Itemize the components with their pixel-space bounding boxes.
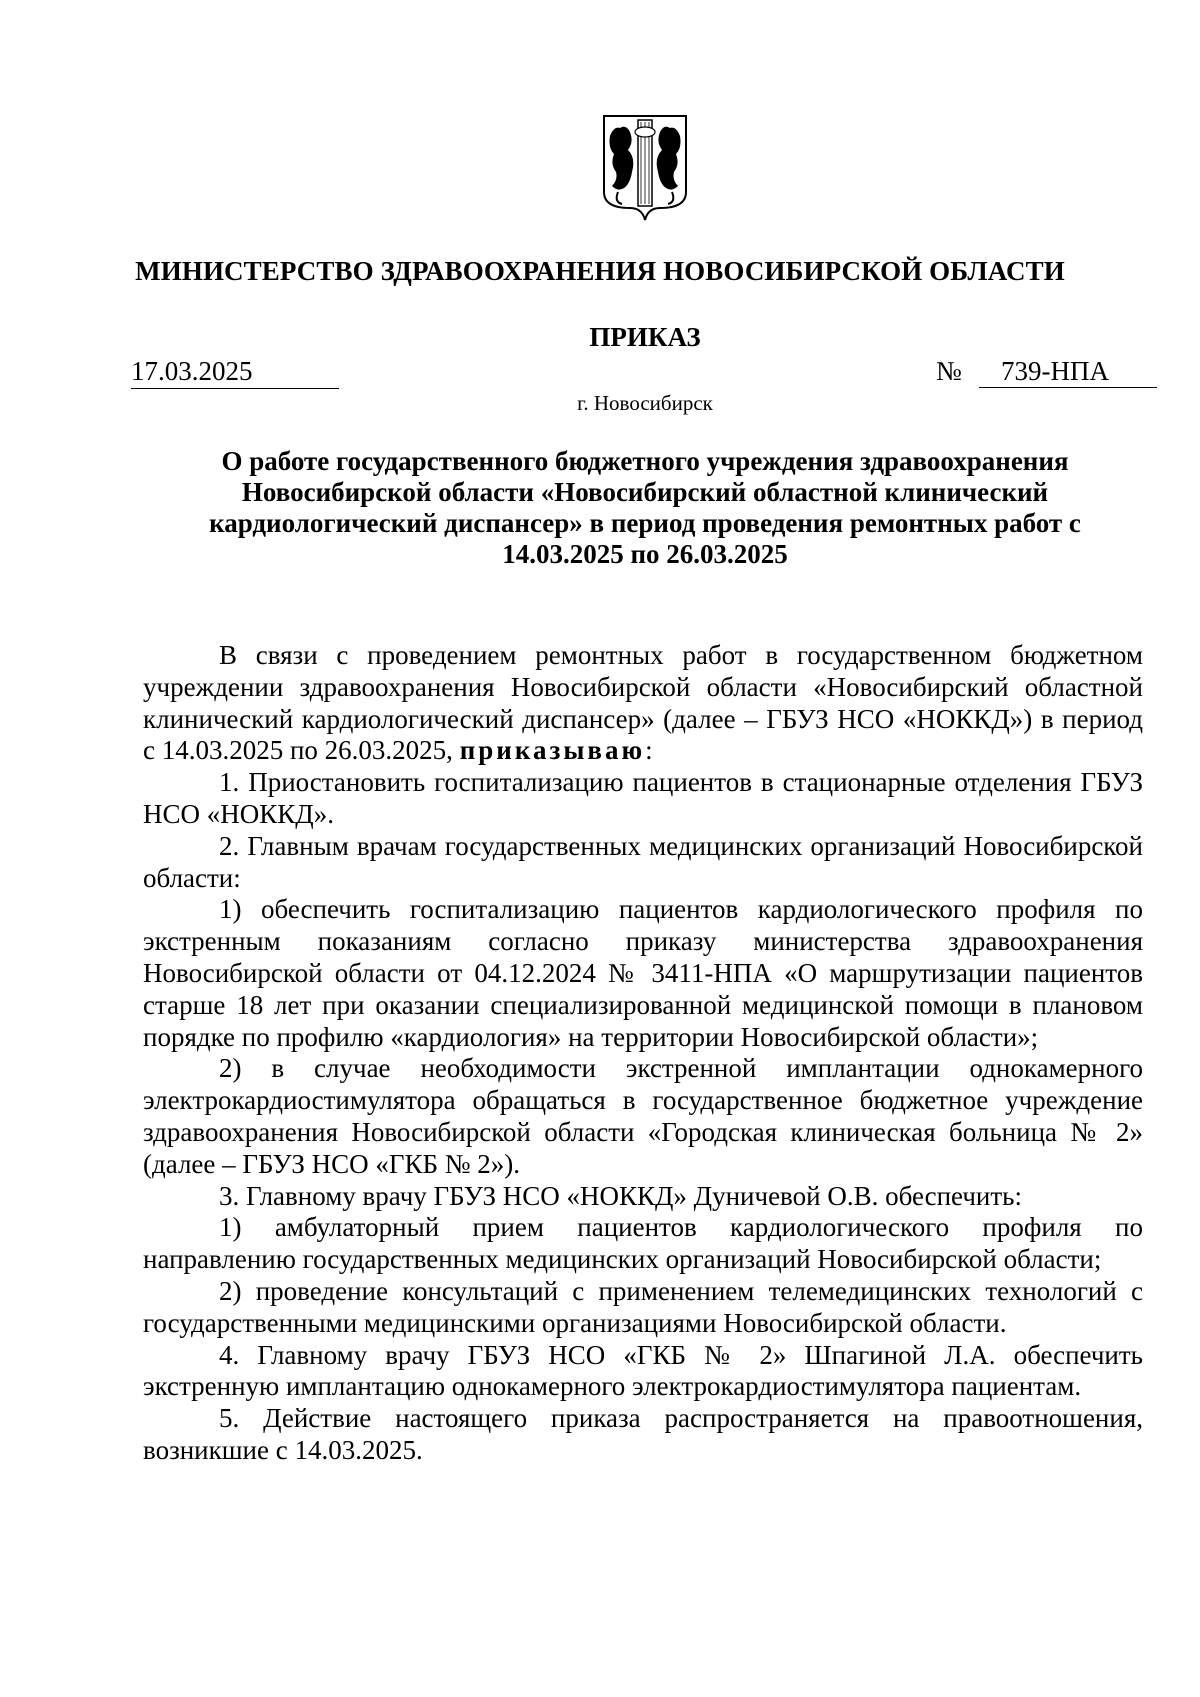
- item-1: 1. Приостановить госпитализацию пациентов в стационарные отделения ГБУЗ НСО «НОККД».: [143, 767, 1143, 829]
- intro-end: :: [645, 735, 653, 766]
- intro-text: В связи с проведением ремонтных работ в государственном бюджетном учреждении здравоохранения Новосибирской области «Новосибирский областной клинический кардиологический диспансер» (далее – ГБУЗ НСО «НОККД») в период с 14.03.2025 по 26.03.2025,: [143, 640, 1143, 766]
- number-sign: №: [936, 356, 962, 386]
- document-date: 17.03.2025: [131, 354, 339, 389]
- order-word: приказываю: [459, 735, 646, 766]
- item-2-2: 2) в случае необходимости экстренной имплантации однокамерного электрокардиостимулятора обращаться в государственное бюджетное учреждение здравоохранения Новосибирской области «Городская клиническая больница № 2» (далее – ГБУЗ НСО «ГКБ № 2»).: [143, 1053, 1143, 1179]
- city: г. Новосибирск: [577, 391, 713, 415]
- intro-paragraph: [143, 640, 1143, 767]
- item-2-1: 1) обеспечить госпитализацию пациентов кардиологического профиля по экстренным показаниям согласно приказу министерства здравоохранения Новосибирской области от 04.12.2024 № 3411-НПА «О маршрутизации пациентов старше 18 лет при оказании специализированной медицинской помощи в плановом порядке по профилю «кардиология» на территории Новосибирской области»;: [143, 894, 1143, 1052]
- item-3: 3. Главному врачу ГБУЗ НСО «НОККД» Дуничевой О.В. обеспечить:: [219, 1180, 1022, 1211]
- document-body: [143, 640, 1143, 1467]
- item-5: 5. Действие настоящего приказа распространяется на правоотношения, возникшие с 14.03.2025.: [143, 1403, 1143, 1465]
- document-number: 739-НПА: [979, 354, 1157, 388]
- document-type: ПРИКАЗ: [589, 322, 701, 352]
- item-2: 2. Главным врачам государственных медицинских организаций Новосибирской области:: [143, 830, 1143, 893]
- item-3-1: 1) амбулаторный прием пациентов кардиологического профиля по направлению государственных медицинских организаций Новосибирской области;: [143, 1212, 1143, 1275]
- item-4: 4. Главному врачу ГБУЗ НСО «ГКБ № 2» Шпагиной Л.А. обеспечить экстренную имплантацию однокамерного электрокардиостимулятора пациентам.: [143, 1339, 1143, 1402]
- coat-of-arms-icon: [600, 112, 690, 224]
- ministry-name: МИНИСТЕРСТВО ЗДРАВООХРАНЕНИЯ НОВОСИБИРСКОЙ ОБЛАСТИ: [135, 256, 1065, 286]
- document-title: О работе государственного бюджетного учреждения здравоохранения Новосибирской области «Новосибирский областной клинический кардиологический диспансер» в период проведения ремонтных работ с 14.03.2025 по 26.03.2025: [209, 446, 1081, 569]
- item-3-2: 2) проведение консультаций с применением телемедицинских технологий с государственными медицинскими организациями Новосибирской области.: [143, 1275, 1143, 1338]
